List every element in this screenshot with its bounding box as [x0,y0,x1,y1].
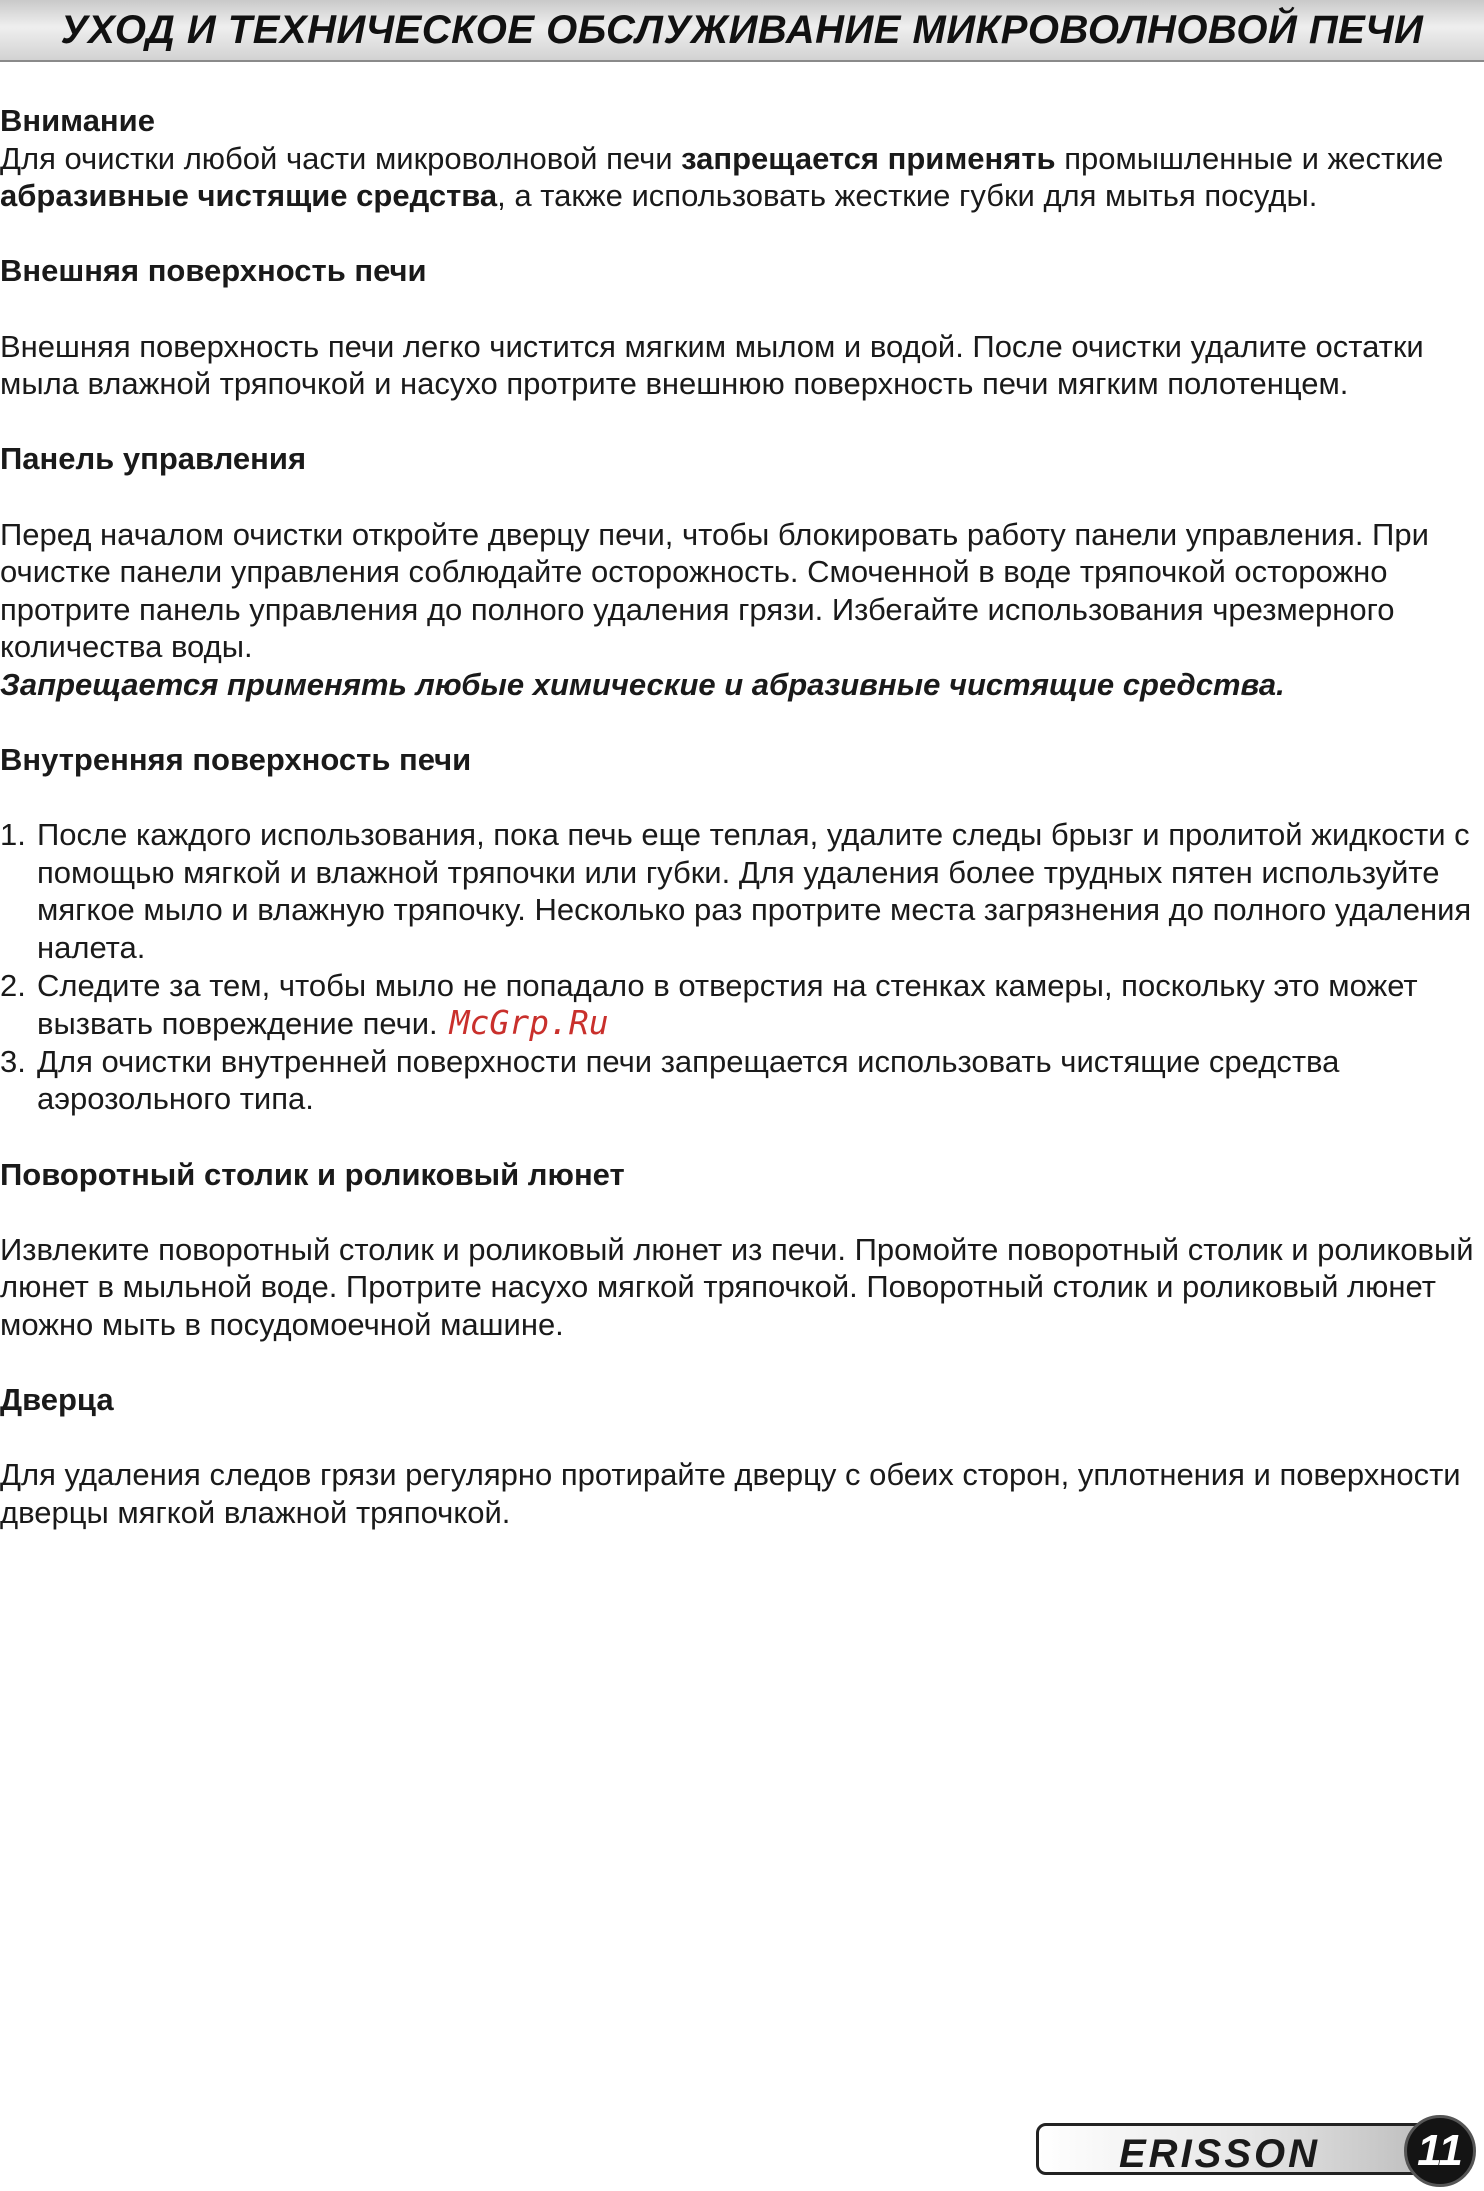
list-item-number: 1. [0,817,26,853]
attention-bold-2: абразивные чистящие средства [0,178,498,214]
list-item-number: 2. [0,967,26,1003]
attention-text-2: промышленные и жесткие [1055,140,1444,176]
exterior-section [0,252,1484,402]
interior-heading: Внутренняя поверхность печи [0,742,472,778]
watermark-link[interactable]: McGrp.Ru [449,1003,609,1043]
control-panel-paragraph: Перед началом очистки откройте дверцу печи, чтобы блокировать работу панели управления. При очистке панели управления соблюдайте осторожность. Смоченной в воде тряпочкой осторожно протрите панель управления до полного удаления грязи. Избегайте использования чрезмерного количества воды. [0,516,1429,665]
attention-bold-1: запрещается применять [681,140,1056,176]
brand-logo [1036,2123,1424,2175]
list-item [0,1043,1484,1118]
main-content [0,102,1484,1532]
turntable-paragraph: Извлеките поворотный столик и роликовый люнет из печи. Промойте поворотный столик и роликовый люнет в мыльной воде. Протрите насухо мягкой тряпочкой. Поворотный столик и роликовый люнет можно мыть в посудомоечной машине. [0,1231,1474,1342]
door-section [0,1381,1484,1531]
list-item-text: Следите за тем, чтобы мыло не попадало в отверстия на стенках камеры, поскольку это может вызвать повреждение печи. [37,967,1418,1042]
list-item [0,967,1484,1043]
attention-text-1: Для очистки любой части микроволновой печи [0,140,682,176]
turntable-heading: Поворотный столик и роликовый люнет [0,1156,625,1192]
exterior-heading: Внешняя поверхность печи [0,253,427,289]
attention-paragraph [0,140,1484,215]
brand-name: ERISSON [1119,2132,1321,2176]
page-title: УХОД И ТЕХНИЧЕСКОЕ ОБСЛУЖИВАНИЕ МИКРОВОЛНОВОЙ ПЕЧИ [60,8,1424,52]
page-number: 11 [1404,2115,1476,2187]
list-item-body [37,967,1484,1043]
control-panel-heading: Панель управления [0,441,307,477]
control-panel-warning-text: Запрещается применять любые химические и абразивные чистящие средства. [0,666,1285,702]
list-item-number: 3. [0,1043,26,1079]
list-item [0,816,1484,966]
attention-section [0,102,1484,215]
attention-heading: Внимание [0,103,155,138]
list-item-text: После каждого использования, пока печь еще теплая, удалите следы брызг и пролитой жидкости с помощью мягкой и влажной тряпочки или губки. Для удаления более трудных пятен используйте мягкое мыло и влажную тряпочку. Несколько раз протрите места загрязнения до полного удаления налета. [37,817,1472,966]
control-panel-section [0,440,1484,703]
turntable-section [0,1156,1484,1344]
interior-section [0,741,1484,1118]
control-panel-warning [0,666,1484,704]
door-paragraph: Для удаления следов грязи регулярно протирайте дверцу с обеих сторон, уплотнения и поверхности дверцы мягкой влажной тряпочкой. [0,1457,1461,1530]
door-heading: Дверца [0,1382,114,1418]
title-bar [0,0,1484,62]
attention-text-3: , а также использовать жесткие губки для мытья посуды. [497,178,1318,214]
exterior-paragraph: Внешняя поверхность печи легко чистится мягким мылом и водой. После очистки удалите остатки мыла влажной тряпочкой и насухо протрите внешнюю поверхность печи мягким полотенцем. [0,328,1424,402]
page-footer [1036,2115,1484,2191]
list-item-text: Для очистки внутренней поверхности печи запрещается использовать чистящие средства аэрозольного типа. [37,1043,1340,1117]
